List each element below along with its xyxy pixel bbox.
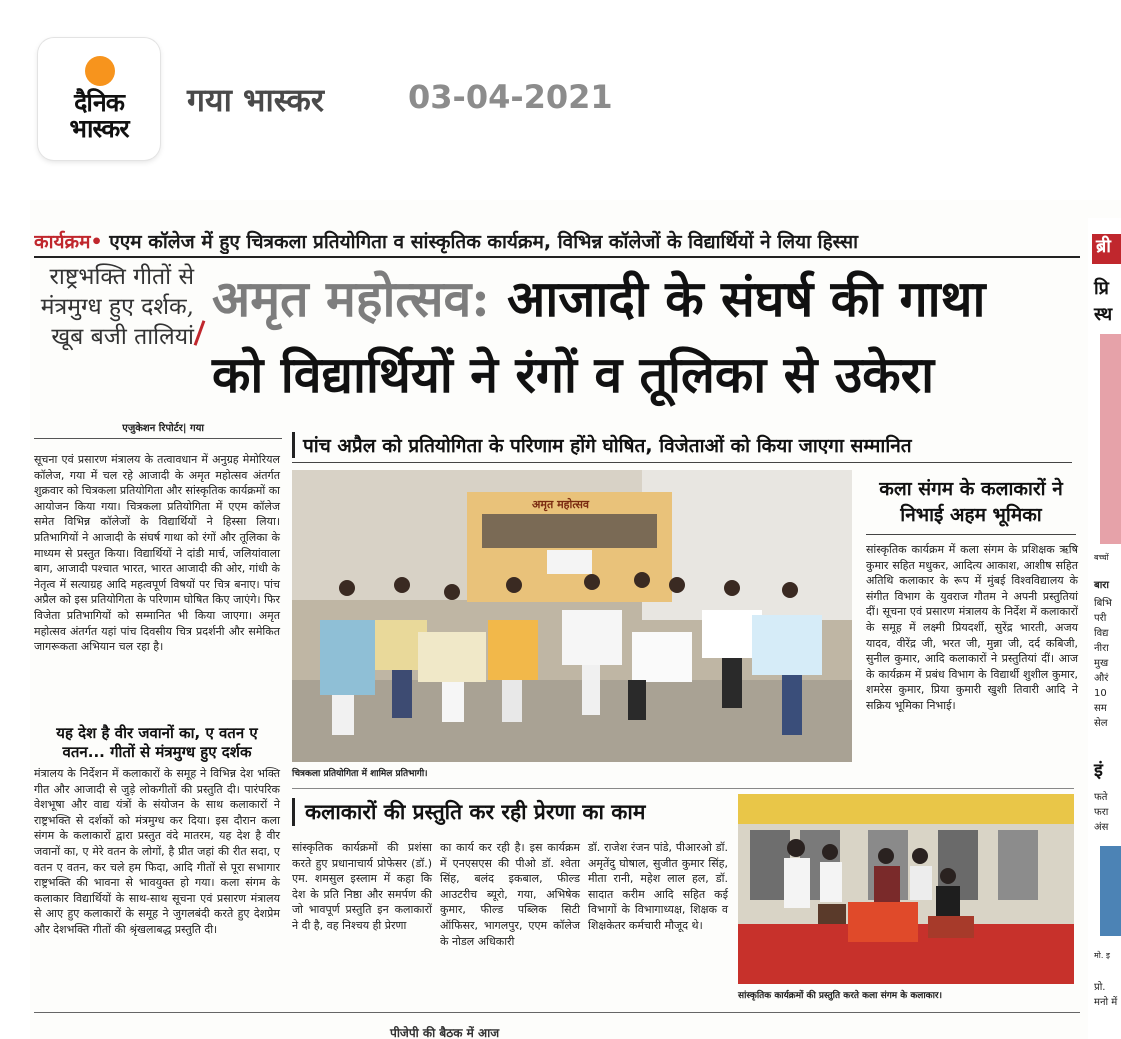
divider <box>292 788 1074 789</box>
box-text-column-2: का कार्य कर रही है। इस कार्यक्रम में एनएसएस की पीओ डॉ. श्वेता सिंह, बलंद इकबाल, फील्ड आउटरीच ब्यूरो, गया, अभिषेक कुमार, फील्ड पब्लिक सिटी ऑफिसर, भागलपुर, एएम कॉलेज के नोडल अधिकारी <box>440 841 580 948</box>
divider <box>34 1012 1080 1013</box>
box-text-column-3: डॉ. राजेश रंजन पांडे, पीआरओ डॉ. अमृतेंदु घोषाल, सुजीत कुमार सिंह, मीता रानी, महेश लाल हल, डॉ. सादात करीम आदि सहित कई विभागों के विभागाध्यक्ष, शिक्षक व शिक्षकेतर कर्मचारी मौजूद थे। <box>588 841 728 932</box>
adjacent-article-strip <box>1088 218 1121 1039</box>
strip-text: बिभि परी विद्य नीरा मुख औरं 10 सम सेल <box>1094 598 1112 729</box>
headline-prefix: अमृत महोत्सव: <box>212 269 490 328</box>
column-subheading: यह देश है वीर जवानों का, ए वतन ए वतन... गीतों से मंत्रमुग्ध हुए दर्शक <box>56 724 258 761</box>
photo-cultural-program[interactable] <box>738 794 1074 984</box>
photo-caption: सांस्कृतिक कार्यक्रमों की प्रस्तुति करते कला संगम के कलाकार। <box>738 991 943 1001</box>
right-column-text: सांस्कृतिक कार्यक्रम में कला संगम के प्रशिक्षक ऋषि कुमार सहित मधुकर, आदित्य आकाश, आशीष सहित अतिथि कलाकार के रूप में मुंबई विश्वविद्यालय के संगीत विभाग के युवराज गौतम ने अपनी प्रस्तुतियां दीं। सूचना एवं प्रसारण मंत्रालय के निर्देश में कलाकारों के समूह में लक्ष्मी प्रियदर्शी, सुरेंद्र भारती, अजय यादव, वीरेंद्र जी, भरत जी, मुन्ना जी, दर्द कबिजी, सुनील कुमार, आदि कलाकारों ने प्रस्तुतियां दीं। आज के कार्यक्रम में प्रबंध विभाग के विद्यार्थी शुशील कुमार, शमरेस कुमार, प्रिया कुमारी खुशी तिवारी आदि ने सक्रिय भूमिका निभाई। <box>866 543 1078 712</box>
sun-icon <box>85 56 115 86</box>
dainik-bhaskar-logo[interactable] <box>38 38 160 160</box>
main-headline-line2: को विद्यार्थियों ने रंगों व तूलिका से उकेरा <box>212 345 935 404</box>
divider <box>34 438 282 439</box>
kicker-text: एएम कॉलेज में हुए चित्रकला प्रतियोगिता व सांस्कृतिक कार्यक्रम, विभिन्न कॉलेजों के विद्यार्थियों ने लिया हिस्सा <box>102 231 859 253</box>
edition-title: गया भास्कर <box>187 81 324 119</box>
strip-photo <box>1100 846 1121 936</box>
main-headline-line1 <box>212 264 1092 334</box>
photo-painting-competition[interactable] <box>292 470 852 762</box>
divider <box>292 462 1072 463</box>
accent-mark <box>194 320 206 345</box>
edition-date: 03-04-2021 <box>408 78 613 116</box>
strip-photo <box>1100 334 1121 544</box>
strip-text: बारा <box>1094 580 1109 591</box>
strip-headline: स्थ <box>1094 304 1113 325</box>
byline: एजुकेशन रिपोर्टर| गया <box>122 423 204 434</box>
next-article-fragment: पीजेपी की बैठक में आज <box>390 1026 500 1039</box>
right-column-headline: कला संगम के कलाकारों ने निभाई अहम भूमिका <box>879 478 1063 526</box>
body-text-column-1: सूचना एवं प्रसारण मंत्रालय के तत्वावधान में अनुग्रह मेमोरियल कॉलेज, गया में चल रहे आजादी के अमृत महोत्सव अंतर्गत शुक्रवार को चित्रकला प्रतियोगिता और सांस्कृतिक कार्यक्रमों का आयोजन किया गया। चित्रकला प्रतियोगिता में एएम कॉलेज समेत विभिन्न कॉलेजों के विद्यार्थियों ने हिस्सा लिया। प्रतिभागियों ने आजादी के संघर्ष गाथा को रंगों और तूलिका के माध्यम से प्रस्तुत किया। विद्यार्थियों ने दांडी मार्च, जलियांवाला बाग, आजादी पश्चात भारत, भारत आजादी की ओर, गांधी के नेतृत्व में सत्याग्रह आदि महत्वपूर्ण विषयों पर चित्र बनाए। पांच अप्रैल को इस प्रतियोगिता के परिणाम घोषित किए जाएंगे। फिर विजेता प्रतिभागियों को सम्मानित भी किया जाएगा। अमृत महोत्सव अंतर्गत यहां पांच दिवसीय चित्र प्रदर्शनी और समेकित जागरूकता अभियान चल रहा है। <box>34 453 280 654</box>
strip-caption: मो. इ <box>1094 951 1110 960</box>
strip-headline: प्रि <box>1094 278 1109 299</box>
side-headline: राष्ट्रभक्ति गीतों से मंत्रमुग्ध हुए दर्शक, खूब बजी तालियां <box>40 264 194 350</box>
kicker-label: कार्यक्रम• <box>34 231 103 253</box>
photo-illustration <box>292 470 852 762</box>
photo-caption: चित्रकला प्रतियोगिता में शामिल प्रतिभागी। <box>292 769 428 779</box>
strip-text: प्रो. मनो में <box>1094 982 1118 1008</box>
photo-banner-text: अमृत महोत्सव <box>532 498 590 511</box>
box-headline: कलाकारों की प्रस्तुति कर रही प्रेरणा का काम <box>292 798 732 826</box>
app-header <box>0 0 1121 200</box>
body-text-column-1b: मंत्रालय के निर्देशन में कलाकारों के समूह ने विभिन्न देश भक्ति गीत और आजादी से जुड़े लोकगीतों की प्रस्तुति दी। पारंपरिक वेशभूषा और वाद्य यंत्रों के संयोजन के साथ कलाकारों ने राष्ट्रभक्ति से दर्शकों को मंत्रमुग्ध कर दिया। इस दौरान कला संगम के कलाकारों द्वारा प्रस्तुत वंदे मातरम, यह देश है वीर जवानों का, ए मेरे वतन के लोगों, है प्रीत जहां की रीत सदा, ए वतन ए वतन, कर चले हम फिदा, आदि गीतों से पूरा सभागार राष्ट्रभक्ति की भावना से भावयुक्त हो गया। कला संगम के कलाकार विद्यार्थियों के साथ-साथ सूचना एवं प्रसारण मंत्रालय से आए हुए कलाकारों के समूह ने जुगलबंदी करते हुए देशप्रेम और देशभक्ति गीतों की श्रृंखलाबद्ध प्रस्तुति दी। <box>34 767 280 936</box>
strip-caption: बच्चों <box>1094 553 1109 562</box>
divider <box>866 534 1076 535</box>
strip-text: फते फरा अंस <box>1094 792 1109 833</box>
kicker <box>34 228 1084 254</box>
strip-headline: इं <box>1094 760 1103 781</box>
headline-rest: आजादी के संघर्ष की गाथा <box>489 269 986 328</box>
strip-tag: ब्री <box>1092 234 1121 264</box>
logo-text: दैनिक भास्कर <box>69 88 129 143</box>
newspaper-page <box>30 200 1121 1039</box>
photo-illustration <box>738 794 1074 984</box>
sub-headline: पांच अप्रैल को प्रतियोगिता के परिणाम होंगे घोषित, विजेताओं को किया जाएगा सम्मानित <box>292 432 1072 458</box>
divider <box>34 256 1080 258</box>
box-text-column-1: सांस्कृतिक कार्यक्रमों की प्रशंसा करते हुए प्रधानाचार्य प्रोफेसर (डॉ.) एम. शमसुल इस्लाम में कहा कि देश के प्रति निष्ठा और समर्पण की जो भावपूर्ण प्रस्तुति इन कलाकारों ने दी है, वह निश्चय ही प्रेरणा <box>292 841 432 932</box>
